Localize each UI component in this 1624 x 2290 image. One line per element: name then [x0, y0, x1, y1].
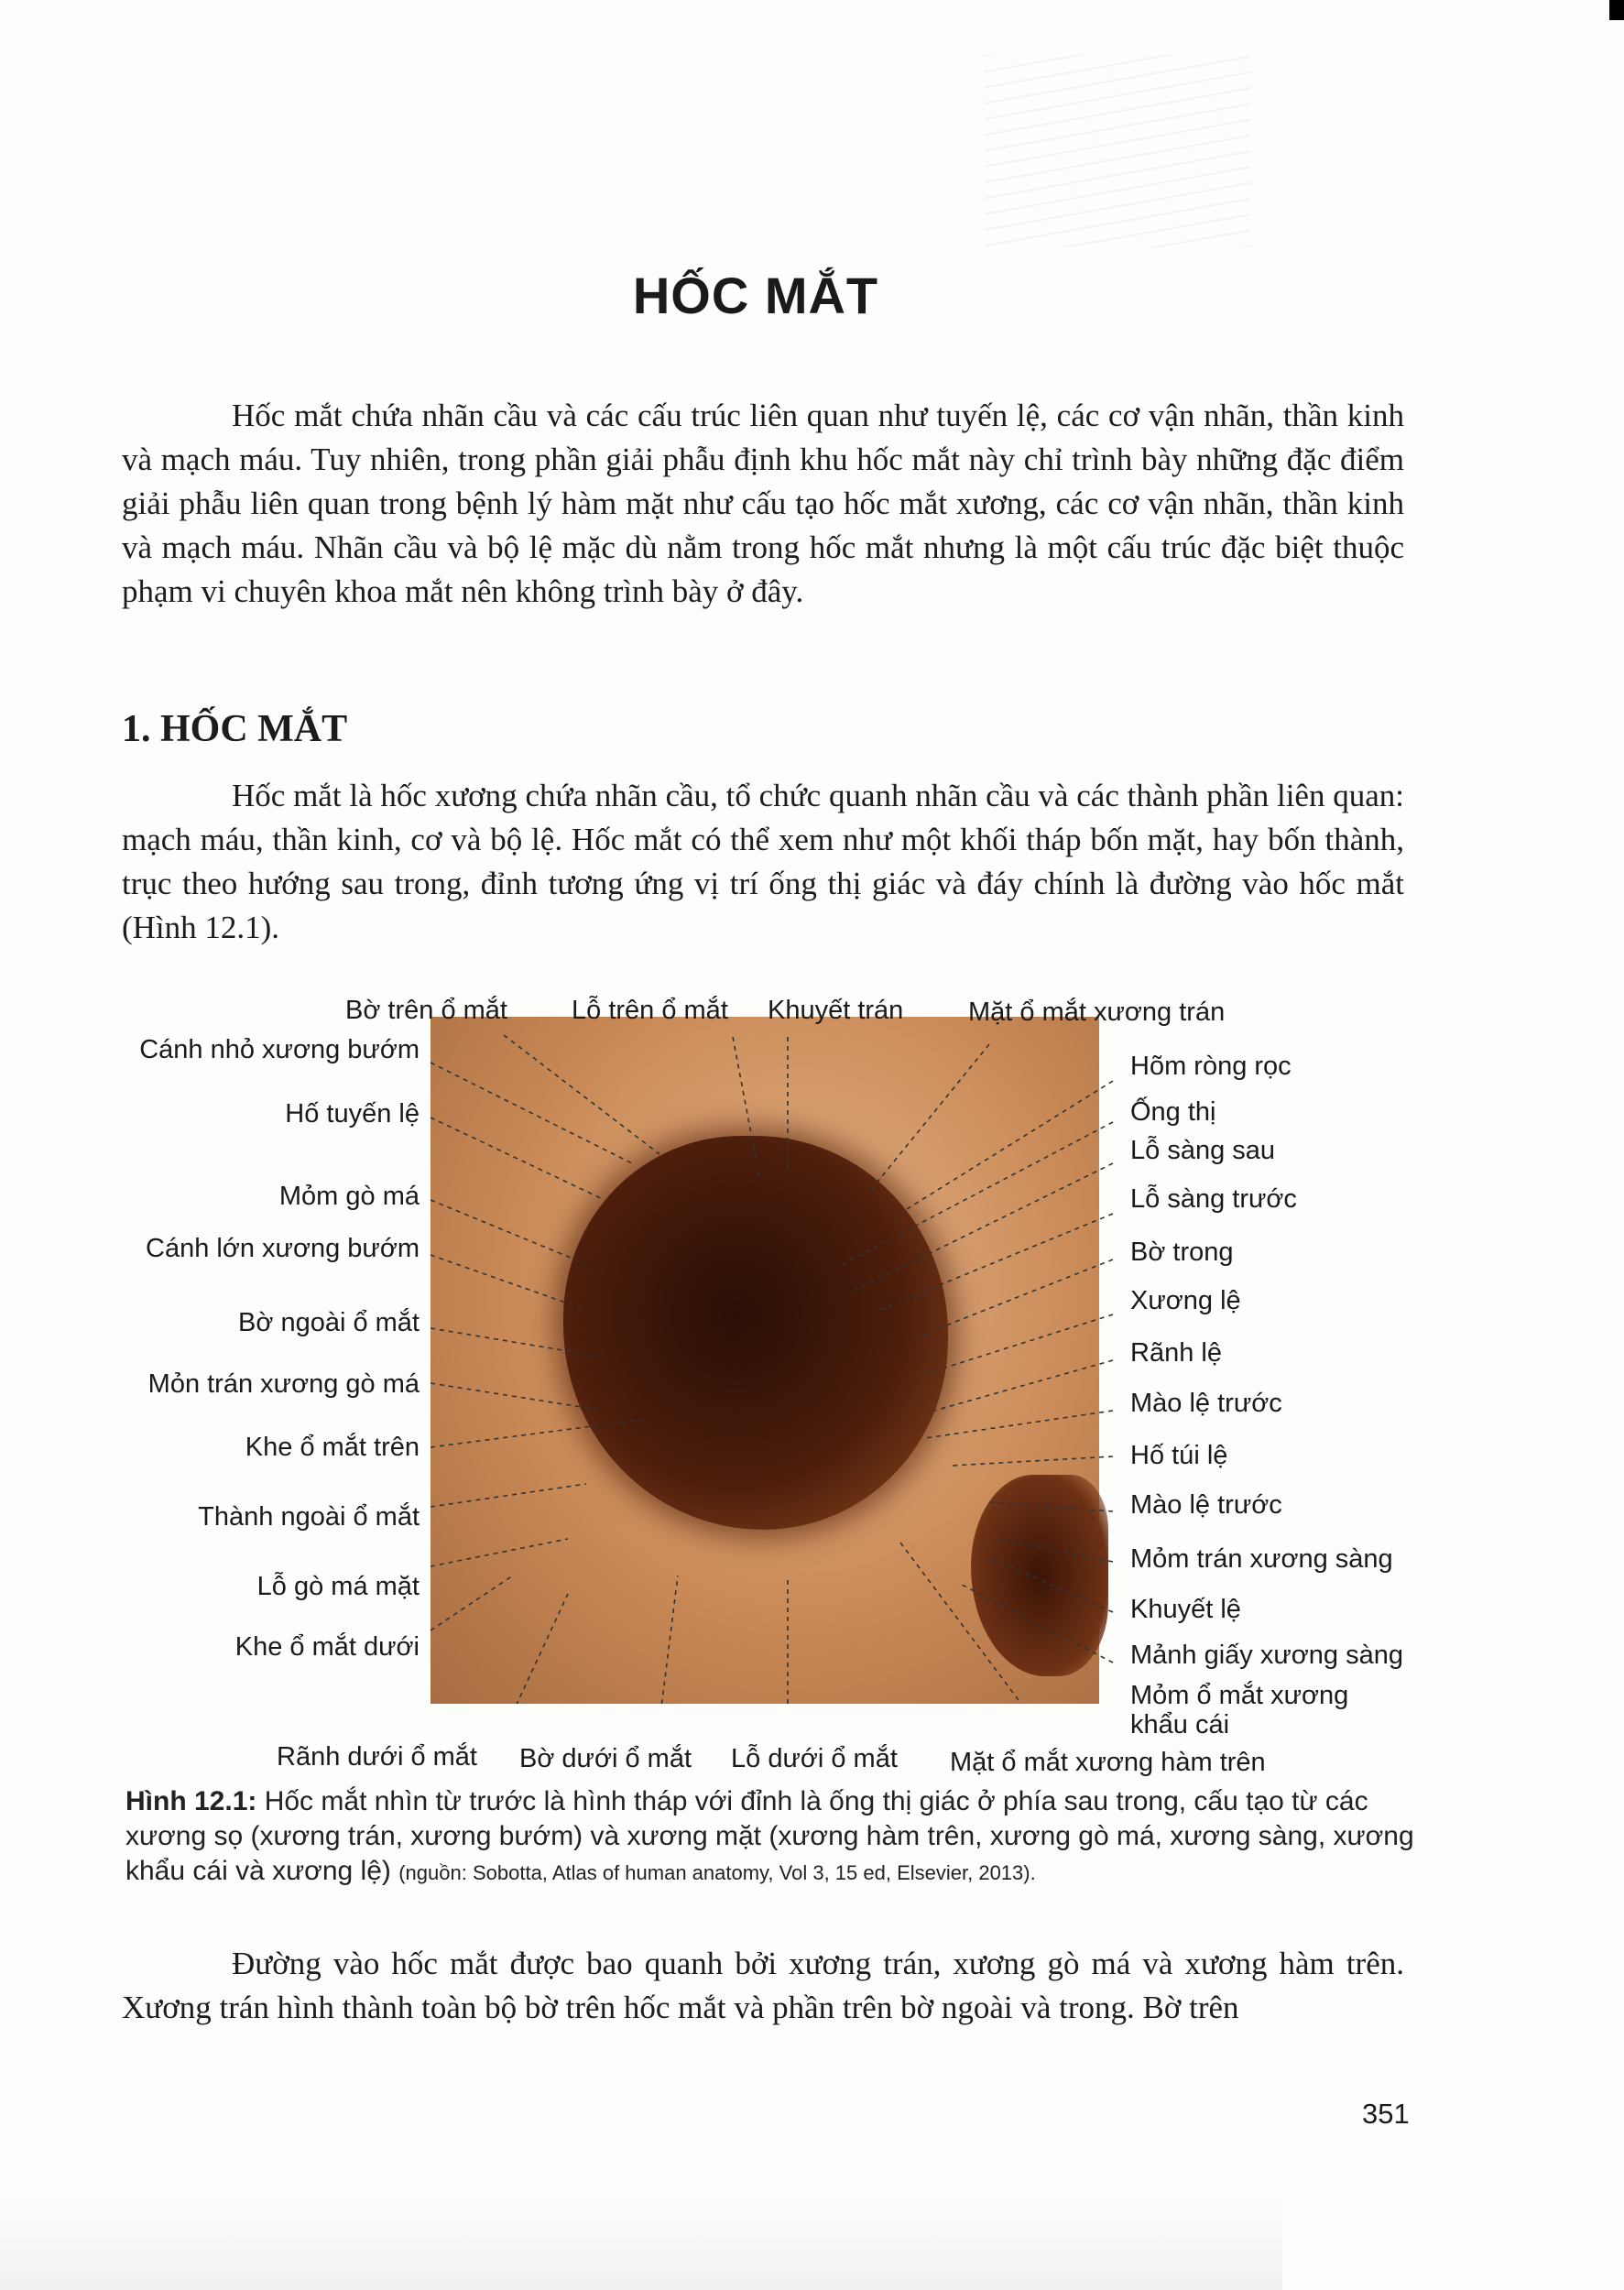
label-ong-thi: Ống thị	[1130, 1097, 1216, 1127]
corner-mark	[1609, 0, 1624, 20]
label-xuong-le: Xương lệ	[1130, 1286, 1241, 1315]
caption-text: Hốc mắt nhìn từ trước là hình tháp với đỉnh là ống thị giác ở phía sau trong, cấu tạo từ các xương sọ (xương trán, xương bướm) và xương mặt (xương hàm trên, xương gò má, xương sàng, xương khẩu cái và xương lệ)	[125, 1786, 1414, 1886]
label-lo-sang-truoc: Lỗ sàng trước	[1130, 1184, 1297, 1214]
label-canh-lon-xuong-buom: Cánh lớn xương bướm	[146, 1234, 420, 1263]
continuation-paragraph: Đường vào hốc mắt được bao quanh bởi xương trán, xương gò má và xương hàm trên. Xương trán hình thành toàn bộ bờ trên hốc mắt và phần trên bờ ngoài và trong. Bờ trên	[122, 1946, 1404, 2025]
label-ranh-le: Rãnh lệ	[1130, 1338, 1222, 1368]
page-number: 351	[1362, 2098, 1410, 2130]
label-ho-tui-le: Hố túi lệ	[1130, 1441, 1228, 1470]
label-mat-o-mat-xuong-tran: Mặt ổ mắt xương trán	[968, 998, 1226, 1027]
figure-caption	[125, 1784, 1422, 1891]
label-bo-ngoai-o-mat: Bờ ngoài ổ mắt	[238, 1308, 420, 1337]
label-bo-trong: Bờ trong	[1130, 1238, 1234, 1267]
bottom-scan-smudge	[0, 2198, 1282, 2290]
label-khau-cai: khẩu cái	[1130, 1710, 1230, 1739]
label-mom-o-mat-xuong: Mỏm ổ mắt xương	[1130, 1681, 1349, 1710]
caption-source: (nguồn: Sobotta, Atlas of human anatomy, Vol 3, 15 ed, Elsevier, 2013).	[398, 1861, 1036, 1884]
label-khe-o-mat-duoi: Khe ổ mắt dưới	[234, 1632, 420, 1662]
background-scan-noise	[985, 55, 1250, 247]
chapter-title: HỐC MẮT	[632, 266, 879, 324]
label-lo-sang-sau: Lỗ sàng sau	[1130, 1136, 1276, 1165]
label-mao-le-truoc-2: Mào lệ trước	[1130, 1490, 1282, 1520]
label-ranh-duoi-o-mat: Rãnh dưới ổ mắt	[277, 1742, 477, 1772]
section-paragraph: Hốc mắt là hốc xương chứa nhãn cầu, tổ chức quanh nhãn cầu và các thành phần liên quan: mạch máu, thần kinh, cơ và bộ lệ. Hốc mắt có thể xem như một khối tháp bốn mặt, hay bốn thành, trục theo hướng sau trong, đỉnh tương ứng vị trí ống thị giác và đáy chính là đường vào hốc mắt (Hình 12.1).	[122, 778, 1404, 945]
label-hom-rong-roc: Hõm ròng rọc	[1130, 1052, 1292, 1081]
intro-paragraph: Hốc mắt chứa nhãn cầu và các cấu trúc liên quan như tuyến lệ, các cơ vận nhãn, thần kinh và mạch máu. Tuy nhiên, trong phần giải phẫu định khu hốc mắt này chỉ trình bày những đặc điểm giải phẫu liên quan trong bệnh lý hàm mặt như cấu tạo hốc mắt xương, các cơ vận nhãn, thần kinh và mạch máu. Nhãn cầu và bộ lệ mặc dù nằm trong hốc mắt nhưng là một cấu trúc đặc biệt thuộc phạm vi chuyên khoa mắt nên không trình bày ở đây.	[122, 398, 1404, 609]
label-mao-le-truoc-1: Mào lệ trước	[1130, 1389, 1282, 1418]
figure-labels	[0, 989, 1624, 1777]
label-bo-tren-o-mat: Bờ trên ổ mắt	[345, 996, 507, 1025]
label-canh-nho-xuong-buom: Cánh nhỏ xương bướm	[139, 1035, 420, 1064]
label-mom-tran-xuong-sang: Mỏm trán xương sàng	[1130, 1544, 1393, 1574]
label-khuyet-tran: Khuyết trán	[768, 996, 904, 1025]
label-khuyet-le: Khuyết lệ	[1130, 1595, 1241, 1624]
label-mat-o-mat-xuong-ham-tren: Mặt ổ mắt xương hàm trên	[950, 1748, 1266, 1777]
label-ho-tuyen-le: Hố tuyến lệ	[285, 1099, 420, 1129]
caption-label: Hình 12.1:	[125, 1786, 257, 1816]
label-lo-duoi-o-mat: Lỗ dưới ổ mắt	[731, 1744, 898, 1773]
label-mon-tran-xuong-go-ma: Mỏn trán xương gò má	[147, 1369, 420, 1399]
label-thanh-ngoai-o-mat: Thành ngoài ổ mắt	[198, 1502, 420, 1532]
section-heading: 1. HỐC MẮT	[122, 708, 348, 750]
label-lo-tren-o-mat: Lỗ trên ổ mắt	[572, 996, 728, 1025]
label-lo-go-ma-mat: Lỗ gò má mặt	[256, 1572, 420, 1601]
label-manh-giay-xuong-sang: Mảnh giấy xương sàng	[1130, 1641, 1403, 1670]
label-bo-duoi-o-mat: Bờ dưới ổ mắt	[519, 1744, 692, 1773]
label-mom-go-ma: Mỏm gò má	[278, 1182, 420, 1211]
label-khe-o-mat-tren: Khe ổ mắt trên	[245, 1433, 420, 1462]
